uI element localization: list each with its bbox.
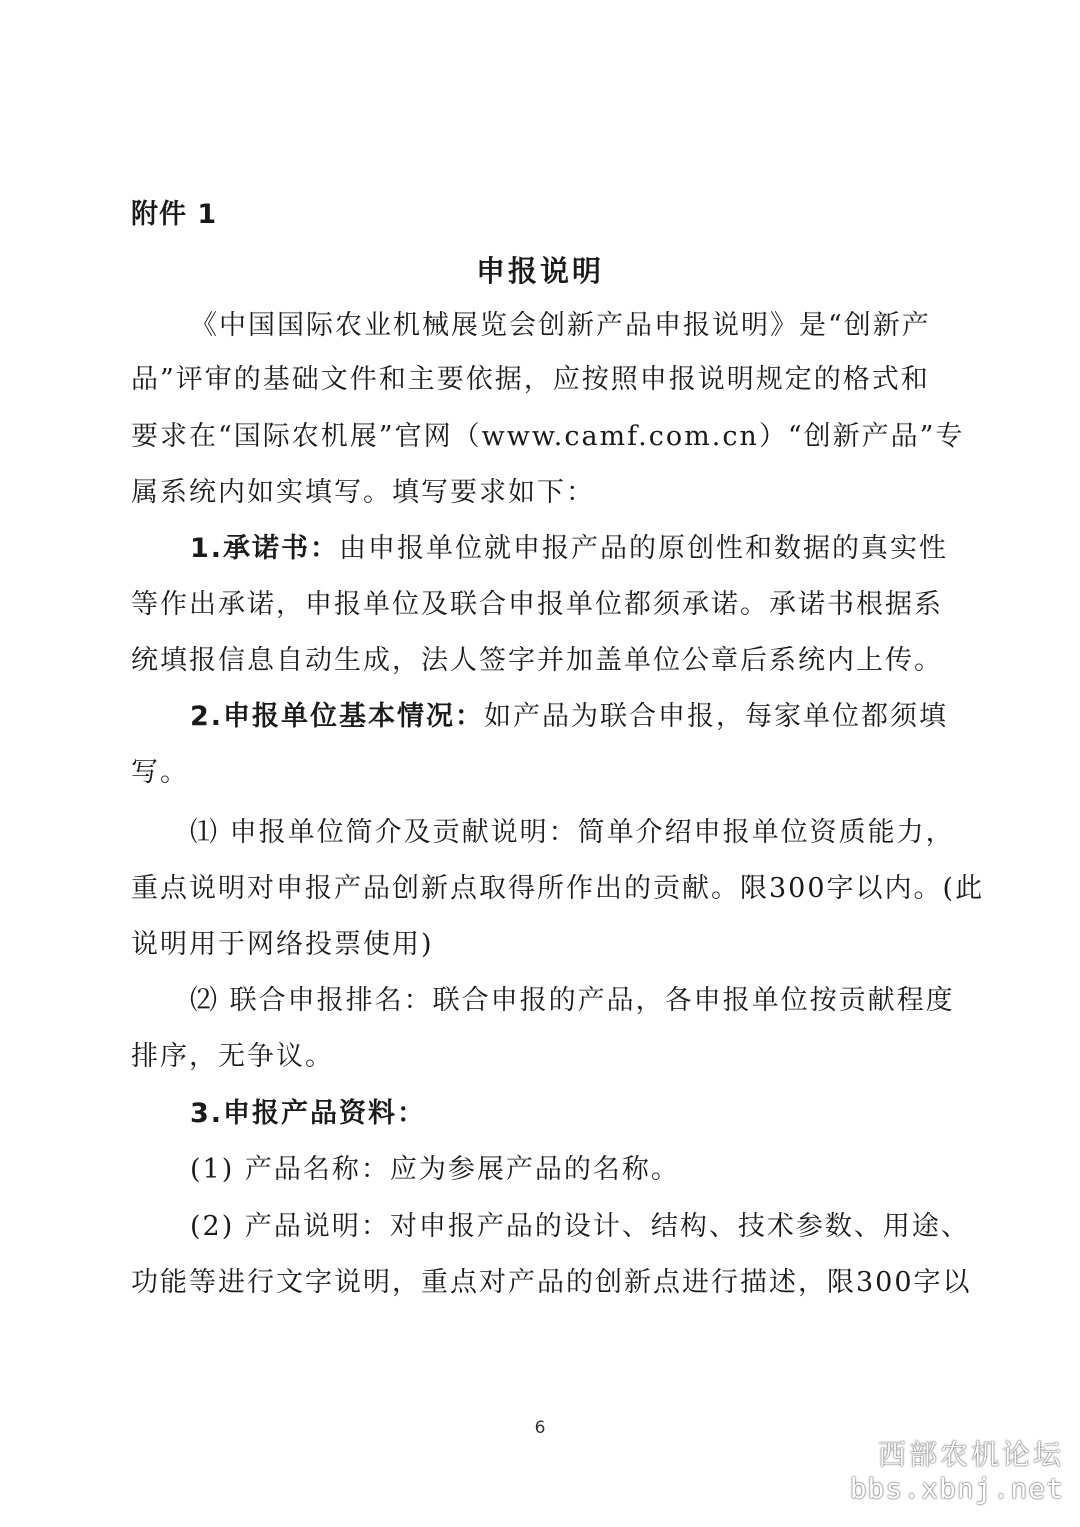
section1-text: 由申报单位就申报产品的原创性和数据的真实性 — [339, 533, 949, 564]
section2-item1-line: ⑴ 申报单位简介及贡献说明：简单介绍申报单位资质能力， — [190, 817, 955, 848]
intro-line: 要求在“国际农机展”官网（www.camf.com.cn）“创新产品”专 — [131, 421, 965, 452]
section1-heading: 1.承诺书： — [190, 533, 340, 564]
watermark-url: bbs.xbnj.net — [849, 1472, 1064, 1505]
section2-heading: 2.申报单位基本情况： — [190, 701, 485, 732]
section3-heading: 3.申报产品资料： — [190, 1098, 427, 1129]
section2-item2-line: 排序，无争议。 — [131, 1041, 334, 1072]
section2-item1-line: 重点说明对申报产品创新点取得所作出的贡献。限300字以内。(此 — [131, 873, 985, 904]
section2-item2-line: ⑵ 联合申报排名：联合申报的产品，各申报单位按贡献程度 — [190, 985, 955, 1016]
section2-line: 写。 — [131, 757, 189, 788]
page-number: 6 — [534, 1418, 546, 1438]
section2-item1-line: 说明用于网络投票使用) — [131, 929, 434, 960]
intro-line: 《中国国际农业机械展览会创新产品申报说明》是“创新产 — [190, 310, 931, 341]
section1-first-line — [190, 531, 948, 567]
intro-line: 品”评审的基础文件和主要依据，应按照申报说明规定的格式和 — [131, 364, 930, 395]
attachment-label: 附件 1 — [131, 199, 218, 230]
section2-text: 如产品为联合申报，每家单位都须填 — [484, 701, 949, 732]
section3-item1: (1) 产品名称：应为参展产品的名称。 — [190, 1154, 680, 1185]
page-title: 申报说明 — [475, 254, 604, 288]
section1-line: 统填报信息自动生成，法人签字并加盖单位公章后系统内上传。 — [131, 645, 943, 676]
intro-line: 属系统内如实填写。填写要求如下： — [131, 477, 595, 508]
section1-line: 等作出承诺，申报单位及联合申报单位都须承诺。承诺书根据系 — [131, 589, 943, 620]
watermark-forum-name: 西部农机论坛 — [877, 1438, 1064, 1471]
section3-item2-line: (2) 产品说明：对申报产品的设计、结构、技术参数、用途、 — [190, 1211, 970, 1242]
section2-first-line — [190, 699, 948, 735]
section3-item2-line: 功能等进行文字说明，重点对产品的创新点进行描述，限300字以 — [131, 1267, 972, 1298]
